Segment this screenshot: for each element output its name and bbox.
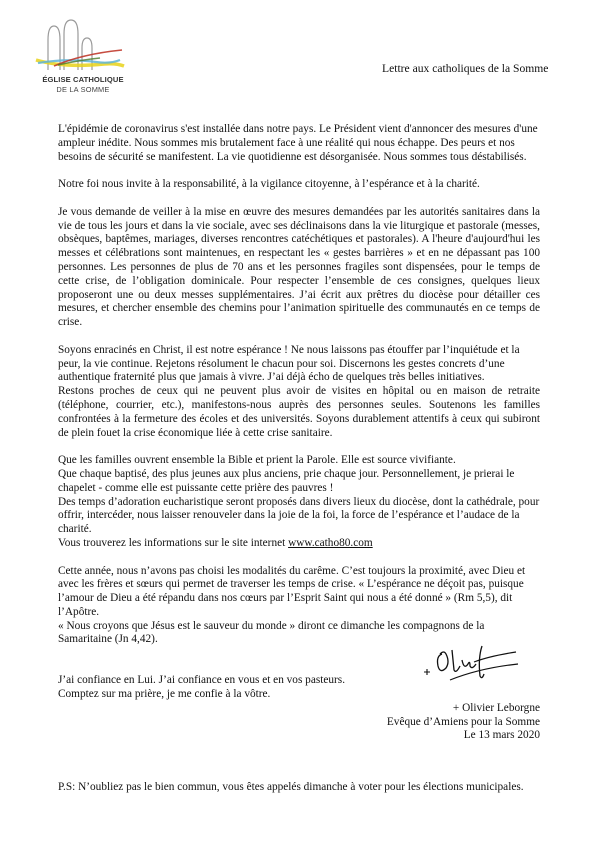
letter-heading: Lettre aux catholiques de la Somme: [382, 62, 549, 75]
paragraph-prayer-b: Que chaque baptisé, des plus jeunes aux plus anciens, prie chaque jour. Personnellement, je prierai le chapelet - comme elle est puissante cette prière des pauvres !: [58, 467, 515, 494]
paragraph-prayer-a: Que les familles ouvrent ensemble la Bible et prient la Parole. Elle est source vivifiante.: [58, 454, 456, 467]
letter-body: [58, 123, 540, 702]
handwritten-signature-icon: [420, 640, 530, 685]
paragraph-lent-b: « Nous croyons que Jésus est le sauveur du monde » diront ce dimanche les compagnons de la Samaritaine (Jn 4,42).: [58, 619, 485, 646]
signatory-role: Evêque d’Amiens pour la Somme: [386, 715, 540, 728]
paragraph-intro: L'épidémie de coronavirus s'est installée dans notre pays. Le Président vient d'annoncer des mesures d'une ampleur inédite. Nous sommes mis brutalement face à une réalité qui nous échappe. Des peurs et nos besoins de sécurité se manifestent. La vie quotidienne est désorganisée. Nous sommes tous déstabilisés.: [58, 123, 538, 163]
website-link[interactable]: www.catho80.com: [288, 536, 373, 549]
paragraph-prayer: [58, 454, 540, 551]
paragraph-faith: Notre foi nous invite à la responsabilité, à la vigilance citoyenne, à l’espérance et à la charité.: [58, 178, 480, 191]
paragraph-measures: Je vous demande de veiller à la mise en œuvre des mesures demandées par les autorités sanitaires dans la vie de tous les jours et dans la vie sociale, avec ses déclinaisons dans la vie liturgique et pastorale (messes, obsèques, baptêmes, mariages, diverses rencontres catéchétiques et pastorales). A l'heure d'aujourd'hui les messes et célébrations sont maintenues, en respectant les « gestes barrières » et en ne dépassant pas 100 personnes. Les personnes de plus de 70 ans et les personnes fragiles sont dispensées, pour le temps de cette crise, de l’obligation dominicale. Pour respecter l’ensemble de ces consignes, quelques lieux proposeront une ou deux messes supplémentaires. J’ai écrit aux prêtres du diocèse pour détailler ces mesures, et chercher ensemble des chemins pour l’animation spirituelle des communautés en ce temps de crise.: [58, 205, 540, 329]
paragraph-rooted-a: Soyons enracinés en Christ, il est notre espérance ! Ne nous laissons pas étouffer par l’inquiétude et la peur, la vie continue. Rejetons résolument le chacun pour soi. Discernons les gestes concrets d’une authentique fraternité plus que jamais à vivre. J’ai déjà écho de quelques très belles initiatives.: [58, 343, 520, 384]
cathedral-arches-icon: [34, 18, 130, 74]
paragraph-trust-a: J’ai confiance en Lui. J’ai confiance en vous et en vos pasteurs.: [58, 674, 346, 687]
paragraph-prayer-d: [58, 537, 540, 551]
paragraph-lent: [58, 565, 540, 648]
diocese-logo: [22, 14, 132, 94]
letter-date: Le 13 mars 2020: [463, 729, 540, 742]
postscript: P.S: N’oubliez pas le bien commun, vous êtes appelés dimanche à voter pour les élections municipales.: [58, 781, 524, 793]
logo-title: ÉGLISE CATHOLIQUE: [42, 75, 124, 84]
paragraph-lent-a: Cette année, nous n’avons pas choisi les modalités du carême. C’est toujours la proximité, avec Dieu et avec les frères et sœurs qui permet de traverser les temps de crise. « L’espérance ne déçoit pas, puisque l’amour de Dieu a été répandu dans nos cœurs par l’Esprit Saint qui nous a été donné » (Rm 5,5), dit l’Apôtre.: [58, 564, 526, 618]
paragraph-rooted: [58, 344, 540, 441]
logo-subtitle: DE LA SOMME: [56, 85, 110, 94]
signatory-name: + Olivier Leborgne: [452, 702, 540, 714]
signature-block: [387, 702, 540, 743]
paragraph-rooted-b: Restons proches de ceux qui ne peuvent plus avoir de visites en hôpital ou en maison de retraite (téléphone, courrier, etc.), manifestons-nous auprès des personnes seules. Soutenons les familles confrontées à la fermeture des écoles et des universités. Soyons durablement attentifs à ceux qui subiront de plein fouet la crise économique liée à cette crise sanitaire.: [58, 385, 540, 439]
paragraph-trust-b: Comptez sur ma prière, je me confie à la vôtre.: [58, 688, 271, 701]
website-text: Vous trouverez les informations sur le site internet: [58, 536, 289, 549]
paragraph-prayer-c: Des temps d’adoration eucharistique seront proposés dans divers lieux du diocèse, dont la cathédrale, pour offrir, intercéder, nous laisser renouveler dans la joie de la foi, la force de l’espérance et l’audace de la charité.: [58, 495, 540, 536]
